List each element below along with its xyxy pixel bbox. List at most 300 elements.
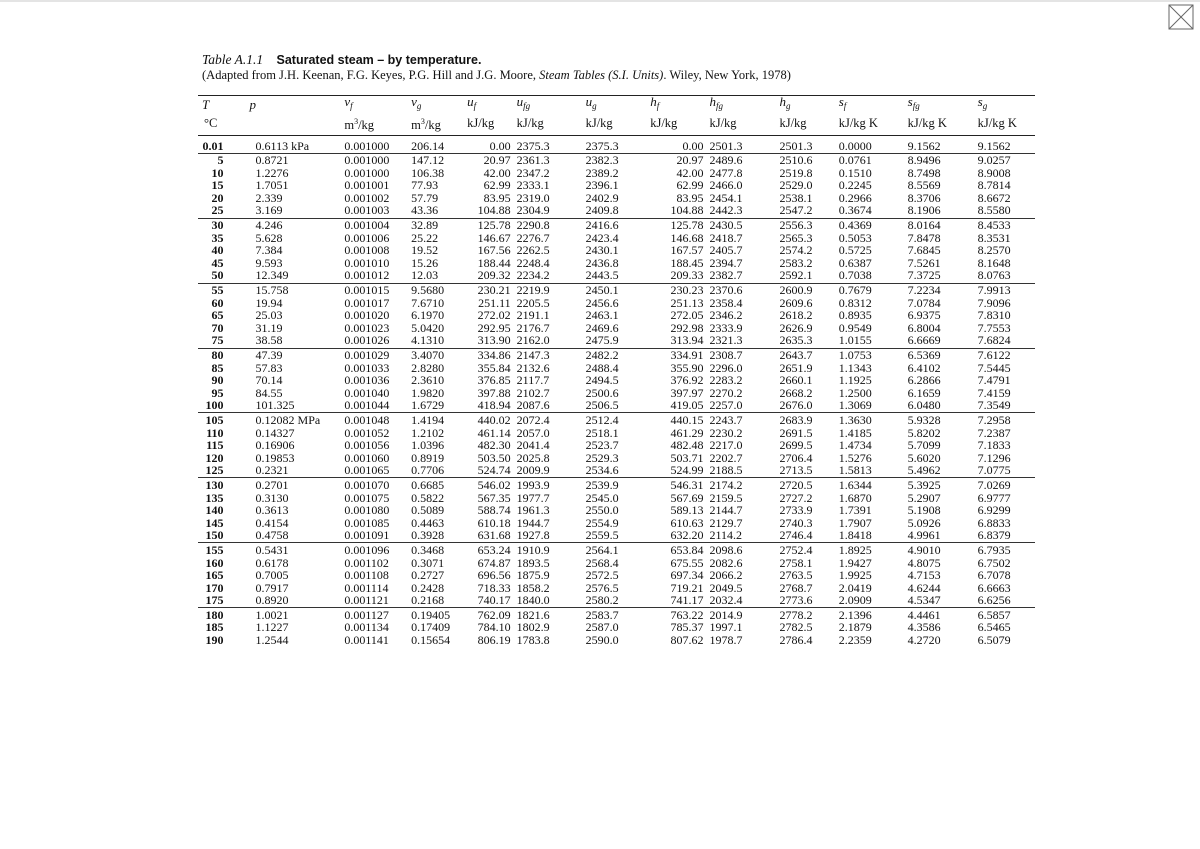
cell-sfg: 6.8004 bbox=[907, 320, 941, 335]
header-symbol-text: u bbox=[585, 94, 593, 110]
cell-vf: 0.001008 bbox=[344, 243, 390, 258]
cell-temp: 5 bbox=[198, 153, 248, 167]
cell-hfg: 2501.3 bbox=[709, 138, 743, 153]
cell-pressure: 38.58 bbox=[255, 333, 283, 348]
header-subscript: fg bbox=[715, 101, 723, 112]
cell-pressure: 3.169 bbox=[255, 203, 283, 218]
cell-sf: 1.9427 bbox=[838, 555, 872, 570]
cell-hf: 632.20 bbox=[670, 528, 704, 543]
cell-uf: 334.86 bbox=[465, 348, 515, 362]
header-symbol-text: T bbox=[202, 96, 210, 112]
unit-volume-exponent: 3 bbox=[420, 117, 425, 127]
cell-uf: 503.50 bbox=[477, 450, 511, 465]
cell-ug: 2443.5 bbox=[585, 268, 619, 283]
header-symbol-text: s bbox=[838, 94, 844, 110]
cell-vg: 0.17409 bbox=[411, 620, 451, 635]
cell-uf: 631.68 bbox=[477, 528, 511, 543]
cell-pressure: 1.2276 bbox=[255, 165, 289, 180]
cell-ug: 2389.2 bbox=[585, 165, 619, 180]
cell-ufg: 2057.0 bbox=[516, 425, 550, 440]
header-subscript: g bbox=[785, 101, 791, 112]
cell-hf: 675.55 bbox=[670, 555, 704, 570]
cell-hf: 104.88 bbox=[670, 203, 704, 218]
cell-pressure: 84.55 bbox=[255, 385, 283, 400]
cell-hg: 2618.2 bbox=[779, 308, 813, 323]
cell-sf: 1.7907 bbox=[838, 515, 872, 530]
source-title: Steam Tables (S.I. Units) bbox=[539, 68, 664, 82]
cell-ug: 2512.4 bbox=[584, 413, 649, 427]
cell-sf: 1.3069 bbox=[838, 398, 872, 413]
cell-ufg: 2041.4 bbox=[516, 438, 550, 453]
cell-hf: 272.05 bbox=[670, 308, 704, 323]
cell-hfg: 2144.7 bbox=[709, 503, 743, 518]
cell-sfg: 4.7153 bbox=[907, 568, 941, 583]
cell-vg: 5.0420 bbox=[411, 320, 445, 335]
cell-uf: 125.78 bbox=[465, 218, 515, 232]
header-subscript: f bbox=[350, 101, 353, 112]
cell-sf: 1.1925 bbox=[838, 373, 872, 388]
cell-hf: 188.45 bbox=[670, 255, 704, 270]
cell-hfg: 2296.0 bbox=[709, 360, 743, 375]
cell-hfg: 2346.2 bbox=[709, 308, 743, 323]
cell-hf: 355.90 bbox=[670, 360, 704, 375]
cell-sg: 6.6663 bbox=[977, 580, 1011, 595]
cell-sfg: 8.7498 bbox=[907, 165, 941, 180]
cell-ug: 2568.4 bbox=[585, 555, 619, 570]
cell-pressure: 0.8721 bbox=[248, 153, 343, 167]
cell-sg: 7.4791 bbox=[977, 373, 1011, 388]
cell-sg: 7.6122 bbox=[976, 348, 1035, 362]
cell-temp: 100 bbox=[205, 398, 224, 413]
header-unit-hfg: kJ/kg bbox=[707, 113, 777, 136]
cell-sf: 1.1343 bbox=[838, 360, 872, 375]
cell-vg: 1.9820 bbox=[411, 385, 445, 400]
cell-ufg: 2219.9 bbox=[515, 283, 584, 297]
header-symbol-row bbox=[198, 96, 1035, 114]
cell-vf: 0.001000 bbox=[342, 153, 409, 167]
cell-vg: 0.2168 bbox=[411, 593, 445, 608]
cell-sfg: 4.9010 bbox=[906, 543, 976, 557]
cell-sfg: 4.2720 bbox=[907, 633, 941, 648]
cell-vf: 0.001003 bbox=[344, 203, 390, 218]
cell-vf: 0.001080 bbox=[344, 503, 390, 518]
table-row bbox=[198, 530, 1035, 543]
cell-vg: 1.0396 bbox=[411, 438, 445, 453]
header-symbol-vf bbox=[342, 96, 409, 114]
cell-ug: 2475.9 bbox=[585, 333, 619, 348]
cell-hfg: 2014.9 bbox=[707, 608, 777, 622]
header-unit-T: °C bbox=[198, 113, 248, 136]
cell-hfg: 2243.7 bbox=[707, 413, 777, 427]
cell-ufg: 1875.9 bbox=[516, 568, 550, 583]
header-subscript: f bbox=[843, 101, 847, 112]
cell-sg: 8.0763 bbox=[977, 268, 1011, 283]
table-row bbox=[198, 348, 1035, 362]
unit-volume-exponent: 3 bbox=[354, 117, 359, 127]
cell-hf: 719.21 bbox=[670, 580, 704, 595]
cell-sfg: 5.6020 bbox=[907, 450, 941, 465]
cell-ufg: 1993.9 bbox=[515, 478, 584, 492]
cell-vg: 0.19405 bbox=[409, 608, 465, 622]
cell-hf: 230.23 bbox=[648, 283, 707, 297]
cell-hf: 83.95 bbox=[676, 190, 704, 205]
cell-vf: 0.001075 bbox=[344, 490, 390, 505]
header-subscript: f bbox=[473, 101, 477, 112]
cell-uf: 524.74 bbox=[477, 463, 511, 478]
cell-ug: 2463.1 bbox=[585, 308, 619, 323]
cell-vf: 0.001000 bbox=[344, 138, 390, 153]
cell-pressure: 15.758 bbox=[248, 283, 343, 297]
cell-pressure: 101.325 bbox=[255, 398, 295, 413]
cell-sfg: 6.1659 bbox=[907, 385, 941, 400]
cell-uf: 546.02 bbox=[465, 478, 515, 492]
cell-vg: 1.6729 bbox=[411, 398, 445, 413]
cell-sf: 1.0753 bbox=[837, 348, 906, 362]
cell-pressure: 5.628 bbox=[255, 230, 283, 245]
cell-hg: 2600.9 bbox=[777, 283, 836, 297]
cell-ug: 2450.1 bbox=[584, 283, 649, 297]
cell-sf: 1.3630 bbox=[837, 413, 906, 427]
cell-hf: 461.29 bbox=[670, 425, 704, 440]
cell-vg: 25.22 bbox=[411, 230, 439, 245]
cell-vg: 4.1310 bbox=[411, 333, 445, 348]
cell-sg: 6.8833 bbox=[977, 515, 1011, 530]
cell-sg: 6.5857 bbox=[976, 608, 1035, 622]
cell-hf: 482.48 bbox=[670, 438, 704, 453]
cell-ug: 2590.0 bbox=[585, 633, 619, 648]
cell-hf: 763.22 bbox=[648, 608, 707, 622]
cell-hfg: 2358.4 bbox=[709, 295, 743, 310]
cell-hfg: 2082.6 bbox=[709, 555, 743, 570]
cell-pressure: 2.339 bbox=[255, 190, 283, 205]
cell-vg: 0.7706 bbox=[411, 463, 445, 478]
header-unit-hg: kJ/kg bbox=[777, 113, 836, 136]
cell-vf: 0.001070 bbox=[342, 478, 409, 492]
cell-uf: 62.99 bbox=[483, 178, 511, 193]
cell-ug: 2580.2 bbox=[585, 593, 619, 608]
cell-vg: 77.93 bbox=[411, 178, 439, 193]
cell-hfg: 2418.7 bbox=[709, 230, 743, 245]
cell-vg: 0.15654 bbox=[411, 633, 451, 648]
cell-hf: 20.97 bbox=[648, 153, 707, 167]
cell-sfg: 6.4102 bbox=[907, 360, 941, 375]
cell-pressure: 70.14 bbox=[255, 373, 283, 388]
cell-sfg: 7.2234 bbox=[906, 283, 976, 297]
cell-vg: 9.5680 bbox=[409, 283, 465, 297]
cell-sfg: 4.3586 bbox=[907, 620, 941, 635]
cell-sfg: 6.9375 bbox=[907, 308, 941, 323]
cell-uf: 806.19 bbox=[477, 633, 511, 648]
header-symbol-text: s bbox=[977, 94, 983, 110]
cell-ug: 2382.3 bbox=[584, 153, 649, 167]
cell-vf: 0.001091 bbox=[344, 528, 390, 543]
cell-sfg: 4.4461 bbox=[906, 608, 976, 622]
cell-sg: 8.7814 bbox=[977, 178, 1011, 193]
cell-ufg: 2347.2 bbox=[516, 165, 550, 180]
cell-temp: 80 bbox=[198, 348, 248, 362]
cell-temp: 130 bbox=[198, 478, 248, 492]
cell-ufg: 1821.6 bbox=[515, 608, 584, 622]
cell-ufg: 2072.4 bbox=[515, 413, 584, 427]
header-unit-ufg: kJ/kg bbox=[515, 113, 584, 136]
cell-ug: 2416.6 bbox=[584, 218, 649, 232]
cell-uf: 167.56 bbox=[477, 243, 511, 258]
cell-pressure: 1.2544 bbox=[255, 633, 289, 648]
cell-vg: 0.5089 bbox=[411, 503, 445, 518]
cell-vg: 0.2428 bbox=[411, 580, 445, 595]
cell-uf: 376.85 bbox=[477, 373, 511, 388]
cell-ufg: 1802.9 bbox=[516, 620, 550, 635]
cell-sg: 6.7502 bbox=[977, 555, 1011, 570]
cell-hfg: 2270.2 bbox=[709, 385, 743, 400]
cell-sg: 9.1562 bbox=[977, 138, 1011, 153]
cell-hfg: 2129.7 bbox=[709, 515, 743, 530]
cell-vg: 6.1970 bbox=[411, 308, 445, 323]
cell-vg: 106.38 bbox=[411, 165, 445, 180]
cell-pressure: 0.12082 MPa bbox=[248, 413, 343, 427]
cell-vf: 0.001004 bbox=[342, 218, 409, 232]
cell-vf: 0.001017 bbox=[344, 295, 390, 310]
cell-pressure: 0.6178 bbox=[255, 555, 289, 570]
cell-hf: 503.71 bbox=[670, 450, 704, 465]
cell-temp: 10 bbox=[211, 165, 224, 180]
cell-ufg: 2304.9 bbox=[516, 203, 550, 218]
cell-ufg: 2205.5 bbox=[516, 295, 550, 310]
cell-hg: 2583.2 bbox=[779, 255, 813, 270]
cell-vf: 0.001065 bbox=[344, 463, 390, 478]
cell-sg: 8.9008 bbox=[977, 165, 1011, 180]
cell-sg: 8.4533 bbox=[976, 218, 1035, 232]
cell-sg: 6.7078 bbox=[977, 568, 1011, 583]
cell-temp: 55 bbox=[198, 283, 248, 297]
cell-hfg: 2442.3 bbox=[709, 203, 743, 218]
cell-ufg: 1927.8 bbox=[516, 528, 550, 543]
cell-sfg: 8.0164 bbox=[906, 218, 976, 232]
cell-ug: 2436.8 bbox=[585, 255, 619, 270]
cell-hg: 2609.6 bbox=[779, 295, 813, 310]
cell-temp: 160 bbox=[205, 555, 224, 570]
cell-hg: 2727.2 bbox=[779, 490, 813, 505]
cell-vg: 0.2727 bbox=[411, 568, 445, 583]
cell-sf: 1.6344 bbox=[837, 478, 906, 492]
cell-sf: 2.0909 bbox=[838, 593, 872, 608]
table-row bbox=[198, 136, 1035, 154]
cell-hg: 2651.9 bbox=[779, 360, 813, 375]
cell-hf: 376.92 bbox=[670, 373, 704, 388]
cell-sg: 6.7935 bbox=[976, 543, 1035, 557]
cell-hf: 524.99 bbox=[670, 463, 704, 478]
cell-uf: 567.35 bbox=[477, 490, 511, 505]
cell-ug: 2396.1 bbox=[585, 178, 619, 193]
cell-pressure: 7.384 bbox=[255, 243, 283, 258]
cell-pressure: 0.16906 bbox=[255, 438, 295, 453]
cell-pressure: 0.19853 bbox=[255, 450, 295, 465]
cell-hfg: 2114.2 bbox=[709, 528, 743, 543]
cell-temp: 170 bbox=[205, 580, 224, 595]
cell-hfg: 2049.5 bbox=[709, 580, 743, 595]
cell-ug: 2500.6 bbox=[585, 385, 619, 400]
header-symbol-text: s bbox=[907, 94, 913, 110]
cell-sg: 6.5079 bbox=[977, 633, 1011, 648]
cell-ug: 2488.4 bbox=[585, 360, 619, 375]
table-body bbox=[198, 136, 1035, 648]
cell-sfg: 8.5569 bbox=[907, 178, 941, 193]
header-symbol-sf bbox=[837, 96, 906, 114]
cell-hfg: 2066.2 bbox=[709, 568, 743, 583]
cell-sfg: 6.5369 bbox=[906, 348, 976, 362]
header-symbol-text: h bbox=[650, 94, 657, 110]
cell-sg: 8.5580 bbox=[977, 203, 1011, 218]
cell-ufg: 2147.3 bbox=[515, 348, 584, 362]
cell-ug: 2554.9 bbox=[585, 515, 619, 530]
cell-hf: 313.94 bbox=[670, 333, 704, 348]
table-row bbox=[198, 465, 1035, 478]
cell-sg: 7.3549 bbox=[977, 398, 1011, 413]
cell-hf: 589.13 bbox=[670, 503, 704, 518]
cell-ufg: 2248.4 bbox=[516, 255, 550, 270]
header-subscript: g bbox=[982, 101, 988, 112]
cell-vf: 0.001012 bbox=[344, 268, 390, 283]
cell-ufg: 2262.5 bbox=[516, 243, 550, 258]
cell-vf: 0.001010 bbox=[344, 255, 390, 270]
cell-temp: 125 bbox=[205, 463, 224, 478]
cell-vf: 0.001033 bbox=[344, 360, 390, 375]
cell-sfg: 5.8202 bbox=[907, 425, 941, 440]
cell-hg: 2782.5 bbox=[779, 620, 813, 635]
cell-sg: 7.8310 bbox=[977, 308, 1011, 323]
cell-sg: 7.9913 bbox=[976, 283, 1035, 297]
cell-sg: 7.2958 bbox=[976, 413, 1035, 427]
cell-vg: 57.79 bbox=[411, 190, 439, 205]
cell-temp: 110 bbox=[206, 425, 224, 440]
cell-pressure: 12.349 bbox=[255, 268, 289, 283]
cell-hg: 2752.4 bbox=[777, 543, 836, 557]
cell-uf: 440.02 bbox=[465, 413, 515, 427]
cell-ug: 2375.3 bbox=[585, 138, 619, 153]
cell-sfg: 5.3925 bbox=[906, 478, 976, 492]
cell-hfg: 1978.7 bbox=[709, 633, 743, 648]
cell-hf: 567.69 bbox=[670, 490, 704, 505]
cell-vf: 0.001001 bbox=[344, 178, 390, 193]
cell-temp: 105 bbox=[198, 413, 248, 427]
cell-sg: 7.2387 bbox=[977, 425, 1011, 440]
cell-uf: 0.00 bbox=[489, 138, 511, 153]
header-unit-sf: kJ/kg K bbox=[837, 113, 906, 136]
cell-temp: 150 bbox=[205, 528, 224, 543]
cell-vg: 0.3071 bbox=[411, 555, 445, 570]
cell-sf: 0.7038 bbox=[838, 268, 872, 283]
source-suffix: . Wiley, New York, 1978) bbox=[663, 68, 791, 82]
cell-sf: 2.1879 bbox=[838, 620, 872, 635]
cell-hf: 397.97 bbox=[670, 385, 704, 400]
cell-sg: 7.0269 bbox=[976, 478, 1035, 492]
cell-uf: 83.95 bbox=[483, 190, 511, 205]
cell-sg: 9.0257 bbox=[976, 153, 1035, 167]
cell-sfg: 6.0480 bbox=[907, 398, 941, 413]
cell-hg: 2720.5 bbox=[777, 478, 836, 492]
cell-sf: 1.5276 bbox=[838, 450, 872, 465]
header-units-row bbox=[198, 113, 1035, 136]
saturated-steam-table bbox=[198, 95, 1035, 647]
cell-pressure: 0.6113 kPa bbox=[255, 138, 310, 153]
cell-uf: 696.56 bbox=[477, 568, 511, 583]
cell-vf: 0.001141 bbox=[344, 633, 389, 648]
cell-ufg: 2290.8 bbox=[515, 218, 584, 232]
unit-volume-base: m bbox=[411, 118, 421, 133]
cell-temp: 15 bbox=[211, 178, 224, 193]
header-unit-uf: kJ/kg bbox=[465, 113, 515, 136]
cell-temp: 0.01 bbox=[202, 138, 224, 153]
header-symbol-text: p bbox=[249, 96, 257, 112]
source-prefix: (Adapted from J.H. Keenan, F.G. Keyes, P.G. Hill and J.G. Moore, bbox=[202, 68, 540, 82]
cell-hg: 2768.7 bbox=[779, 580, 813, 595]
header-symbol-text: v bbox=[344, 94, 351, 110]
cell-hf: 653.84 bbox=[648, 543, 707, 557]
cell-sf: 0.3674 bbox=[838, 203, 872, 218]
cell-sfg: 9.1562 bbox=[907, 138, 941, 153]
cell-hf: 251.13 bbox=[670, 295, 704, 310]
cell-uf: 674.87 bbox=[477, 555, 511, 570]
cell-pressure: 0.5431 bbox=[248, 543, 343, 557]
cell-ufg: 1944.7 bbox=[516, 515, 550, 530]
cell-hg: 2676.0 bbox=[779, 398, 813, 413]
cell-pressure: 0.14327 bbox=[255, 425, 295, 440]
cell-uf: 292.95 bbox=[477, 320, 511, 335]
cell-vf: 0.001015 bbox=[342, 283, 409, 297]
header-unit-sg: kJ/kg K bbox=[976, 113, 1035, 136]
cell-temp: 40 bbox=[211, 243, 224, 258]
cell-hfg: 2159.5 bbox=[709, 490, 743, 505]
table-row bbox=[198, 270, 1035, 283]
cell-temp: 30 bbox=[198, 218, 248, 232]
cell-hfg: 2477.8 bbox=[709, 165, 743, 180]
cell-sg: 8.2570 bbox=[977, 243, 1011, 258]
cell-vg: 7.6710 bbox=[411, 295, 445, 310]
cell-vg: 147.12 bbox=[409, 153, 465, 167]
cell-ug: 2523.7 bbox=[585, 438, 619, 453]
cell-hf: 292.98 bbox=[670, 320, 704, 335]
header-symbol-uf bbox=[465, 96, 515, 114]
cell-ug: 2529.3 bbox=[585, 450, 619, 465]
cell-hf: 146.68 bbox=[670, 230, 704, 245]
cell-uf: 20.97 bbox=[465, 153, 515, 167]
cell-hg: 2547.2 bbox=[779, 203, 813, 218]
cell-uf: 418.94 bbox=[477, 398, 511, 413]
scanner-corner-mark-icon bbox=[1168, 4, 1194, 30]
cell-hg: 2746.4 bbox=[779, 528, 813, 543]
cell-sg: 6.5465 bbox=[977, 620, 1011, 635]
cell-hf: 209.33 bbox=[670, 268, 704, 283]
cell-pressure: 0.7917 bbox=[255, 580, 289, 595]
unit-volume-tail: /kg bbox=[358, 118, 375, 133]
table-row bbox=[198, 478, 1035, 492]
cell-ufg: 1858.2 bbox=[516, 580, 550, 595]
cell-uf: 588.74 bbox=[477, 503, 511, 518]
cell-vg: 32.89 bbox=[409, 218, 465, 232]
cell-ufg: 1910.9 bbox=[515, 543, 584, 557]
cell-hf: 546.31 bbox=[648, 478, 707, 492]
header-symbol-text: u bbox=[516, 94, 524, 110]
cell-sg: 6.9299 bbox=[977, 503, 1011, 518]
cell-sfg: 7.3725 bbox=[907, 268, 941, 283]
cell-ufg: 1893.5 bbox=[516, 555, 550, 570]
cell-vg: 0.3468 bbox=[409, 543, 465, 557]
cell-hg: 2510.6 bbox=[777, 153, 836, 167]
cell-ufg: 2375.3 bbox=[516, 138, 550, 153]
cell-temp: 120 bbox=[205, 450, 224, 465]
cell-hf: 62.99 bbox=[676, 178, 704, 193]
cell-pressure: 0.4154 bbox=[255, 515, 289, 530]
